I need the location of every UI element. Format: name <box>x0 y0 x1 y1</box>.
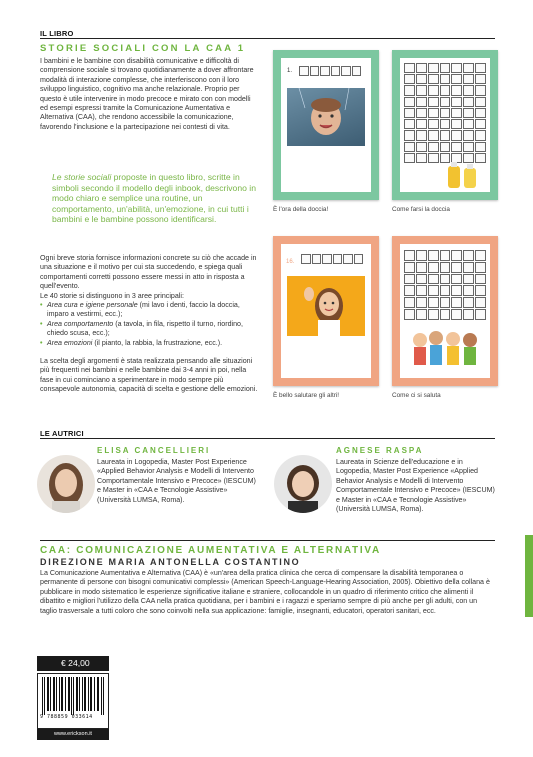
book-closing: La scelta degli argomenti è stata realizzata pensando alle situazioni più frequenti nei bambini e nelle bambine dai 3-4 anni in poi, nella fase in cui cominciano a sperimentare in modo sempre più consapevole autonomia, capacità di scelta e gestione delle emozioni. <box>40 357 258 394</box>
barcode <box>37 673 109 729</box>
author-bio: Laureata in Scienze dell'educazione e in Logopedia, Master Post Experience «Applied Behavior Analysis e Modelli di Intervento Comportamentale Intensivo e Precoce» (IESCUM) e Master in «CAA e Tecnologie Assistive» (Università LUMSA, Roma). <box>336 458 495 514</box>
side-color-tab <box>525 535 533 617</box>
website-bar: www.erickson.it <box>37 729 109 740</box>
isbn-number: 9 788859 033614 <box>40 714 93 720</box>
quote-rest: proposte in questo libro, scritte in simboli secondo il modello degli inbook, descrivono in modo chiaro e semplice una routine, un comportamento, un'abilità, un'emozione, in cui tutti i bambini e le bambine possono identificarsi. <box>52 172 256 225</box>
section-header-authors: LE AUTRICI <box>40 429 84 438</box>
book-title: STORIE SOCIALI CON LA CAA 1 <box>40 43 246 54</box>
areas-list <box>40 301 258 348</box>
page-thumbnail-1 <box>273 50 379 200</box>
symbol-grid <box>404 63 486 163</box>
author-photo-agnese <box>274 455 332 513</box>
author-photo-elisa <box>37 455 95 513</box>
areas-intro: Le 40 storie si distinguono in 3 aree principali: <box>40 292 184 300</box>
symbol-strip <box>299 66 361 76</box>
shower-photo <box>287 88 365 146</box>
thumbnail-caption-3: È bello salutare gli altri! <box>273 392 340 399</box>
price-box: € 24,00 <box>37 656 109 671</box>
thumbnail-caption-1: È l'ora della doccia! <box>273 206 329 213</box>
symbol-strip <box>301 254 363 264</box>
caa-title: CAA: COMUNICAZIONE AUMENTATIVA E ALTERNATIVA <box>40 545 381 556</box>
story-number: 16. <box>286 259 295 265</box>
kids-waving-illustration <box>406 324 484 372</box>
author-name: AGNESE RASPA <box>336 446 424 455</box>
thumbnail-caption-2: Come farsi la doccia <box>392 206 450 213</box>
header-rule <box>40 38 495 39</box>
quote-italic: Le storie sociali <box>52 172 112 182</box>
author-bio: Laureata in Logopedia, Master Post Experience «Applied Behavior Analysis e Modelli di Intervento Comportamentale Intensivo e Precoce» (IESCUM) e Master in «CAA e Tecnologie Assistive» (Università LUMSA, Roma). <box>97 458 256 504</box>
caa-text: La Comunicazione Aumentativa e Alternativa (CAA) è «un'area della pratica clinica che cerca di compensare la disabilità temporanea o permanente di persone con bisogni comunicativi complessi» (American Speech-Language-Hearing Association, 2005). Obiettivo della collana è pubblicare in modo sistematico le esperienze significative italiane e straniere, collocandole in un quadro di riferimento critico che alimenti il dibattito e migliori l'utilizzo della CAA nella pratica quotidiana, per i bambini e i ragazzi e speriamo sempre di più anche per gli adulti, con un taglio trasversale a tutti coloro che sono coinvolti nella sua applicazione: famiglie, insegnanti, educatori, operatori sanitari, ecc. <box>40 569 490 615</box>
story-number: 1. <box>287 68 293 74</box>
book-intro: I bambini e le bambine con disabilità comunicative e difficoltà di comprensione sociale si trovano quotidianamente a dover affrontare modalità di interazione complesse, che interferiscono con il loro sviluppo linguistico, cognitivo ma anche relazionale. Proprio per questo è utile intervenire in modo precoce e mirato con con modelli ed esempi espressi tramite la Comunicazione Aumentativa e Alternativa (CAA), che rendono accessibile la comunicazione, favorendo l'inclusione e la partecipazione nei contesti di vita. <box>40 57 254 131</box>
caa-subtitle: DIREZIONE MARIA ANTONELLA COSTANTINO <box>40 557 301 567</box>
author-name: ELISA CANCELLIERI <box>97 446 211 455</box>
page-thumbnail-2 <box>392 50 498 200</box>
book-body: Ogni breve storia fornisce informazioni concrete su ciò che accade in una situazione e il motivo per cui sta succedendo, e spiega quali comportamenti corretti possono essere messi in atto in risposta a quell'evento. <box>40 254 257 291</box>
waving-girl-photo <box>287 276 365 336</box>
shower-gel-illustration <box>442 160 484 190</box>
thumbnail-caption-4: Come ci si saluta <box>392 392 441 399</box>
book-quote <box>52 172 257 225</box>
symbol-grid <box>404 250 486 320</box>
page-thumbnail-3 <box>273 236 379 386</box>
list-item: • Area comportamento (a tavola, in fila, rispetto il turno, riordino, chiedo scusa, ecc.); <box>40 320 258 339</box>
section-header-book: IL LIBRO <box>40 29 74 38</box>
section-rule <box>40 540 495 541</box>
list-item: • Area emozioni (il pianto, la rabbia, la frustrazione, ecc.). <box>40 339 258 348</box>
page-thumbnail-4 <box>392 236 498 386</box>
header-rule <box>40 438 495 439</box>
list-item: • Area cura e igiene personale (mi lavo i denti, faccio la doccia, imparo a vestirmi, ecc.); <box>40 301 258 320</box>
